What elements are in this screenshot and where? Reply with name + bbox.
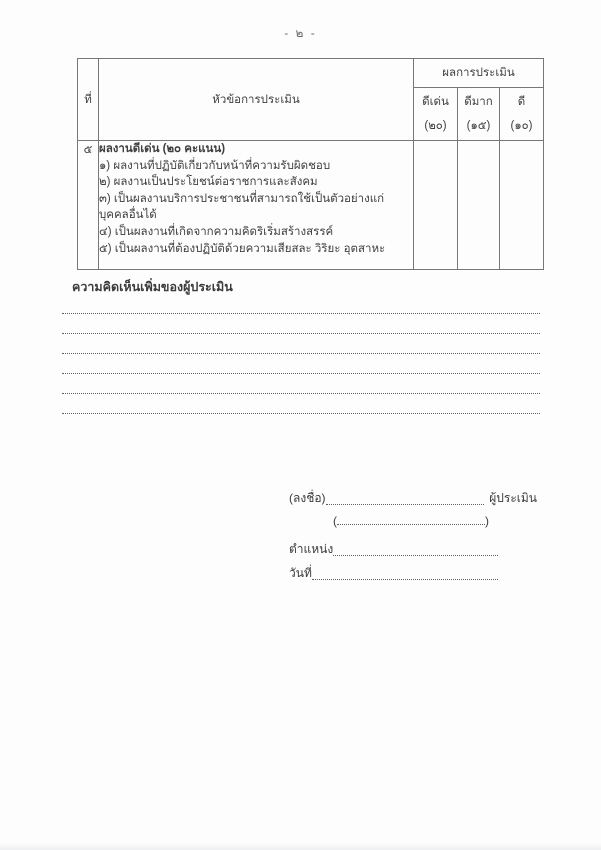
position-line <box>289 540 498 559</box>
dotted-line <box>62 294 540 314</box>
dotted-line <box>62 394 540 414</box>
row-item: ๔) เป็นผลงานที่เกิดจากความคิดริเริ่มสร้างสรรค์ <box>99 225 334 238</box>
row-number-cell: ๕ <box>78 141 99 270</box>
result-col-label: ดีเด่น <box>422 96 449 108</box>
dotted-line <box>62 334 540 354</box>
score-cell-verygood <box>458 141 500 270</box>
header-cell-no: ที่ <box>78 59 99 141</box>
dotted-leader <box>337 524 485 525</box>
evaluator-label: ผู้ประเมิน <box>489 491 537 505</box>
dotted-leader <box>333 555 498 556</box>
dotted-line <box>62 314 540 334</box>
dotted-line <box>62 374 540 394</box>
header-cell-excellent <box>414 88 458 141</box>
signature-name-line <box>333 514 489 528</box>
position-label: ตำแหน่ง <box>289 542 334 556</box>
page-number: - ๒ - <box>284 26 317 40</box>
row-item: ๑) ผลงานที่ปฏิบัติเกี่ยวกับหน้าที่ความรับผิดชอบ <box>99 159 331 172</box>
row-topic-cell <box>99 141 414 270</box>
header-cell-result-group: ผลการประเมิน <box>414 59 544 88</box>
page-bottom-edge <box>0 843 601 850</box>
dotted-line <box>62 354 540 374</box>
evaluation-table <box>77 58 544 270</box>
row-item: ๕) เป็นผลงานที่ต้องปฏิบัติด้วยความเสียสละ วิริยะ อุตสาหะ <box>99 242 386 255</box>
table-header-row-group <box>78 59 544 88</box>
sign-label: (ลงชื่อ) <box>289 491 326 505</box>
dotted-leader <box>326 504 485 505</box>
signature-line <box>289 489 537 508</box>
header-cell-good <box>500 88 544 141</box>
row-item: ๒) ผลงานเป็นประโยชน์ต่อราชการและสังคม <box>99 176 318 189</box>
paren-close: ) <box>485 514 489 528</box>
result-col-label: ดีมาก <box>464 96 493 108</box>
result-col-score: (๑๐) <box>510 120 533 132</box>
header-cell-verygood <box>458 88 500 141</box>
row-item: ๓) เป็นผลงานบริการประชาชนที่สามารถใช้เป็นตัวอย่างแก่บุคคลอื่นได้ <box>99 192 385 222</box>
row-title: ผลงานดีเด่น (๒๐ คะแนน) <box>99 143 226 155</box>
table-row <box>78 141 544 270</box>
result-col-score: (๒๐) <box>424 120 447 132</box>
result-col-score: (๑๕) <box>466 120 491 132</box>
header-cell-topic: หัวข้อการประเมิน <box>99 59 414 141</box>
score-cell-excellent <box>414 141 458 270</box>
dotted-leader <box>312 579 498 580</box>
score-cell-good <box>500 141 544 270</box>
comments-heading: ความคิดเห็นเพิ่มของผู้ประเมิน <box>72 280 233 294</box>
date-label: วันที่ <box>289 566 312 580</box>
result-col-label: ดี <box>517 96 526 108</box>
comments-write-area <box>62 294 540 414</box>
paren-open: ( <box>333 514 337 528</box>
date-line <box>289 564 498 583</box>
